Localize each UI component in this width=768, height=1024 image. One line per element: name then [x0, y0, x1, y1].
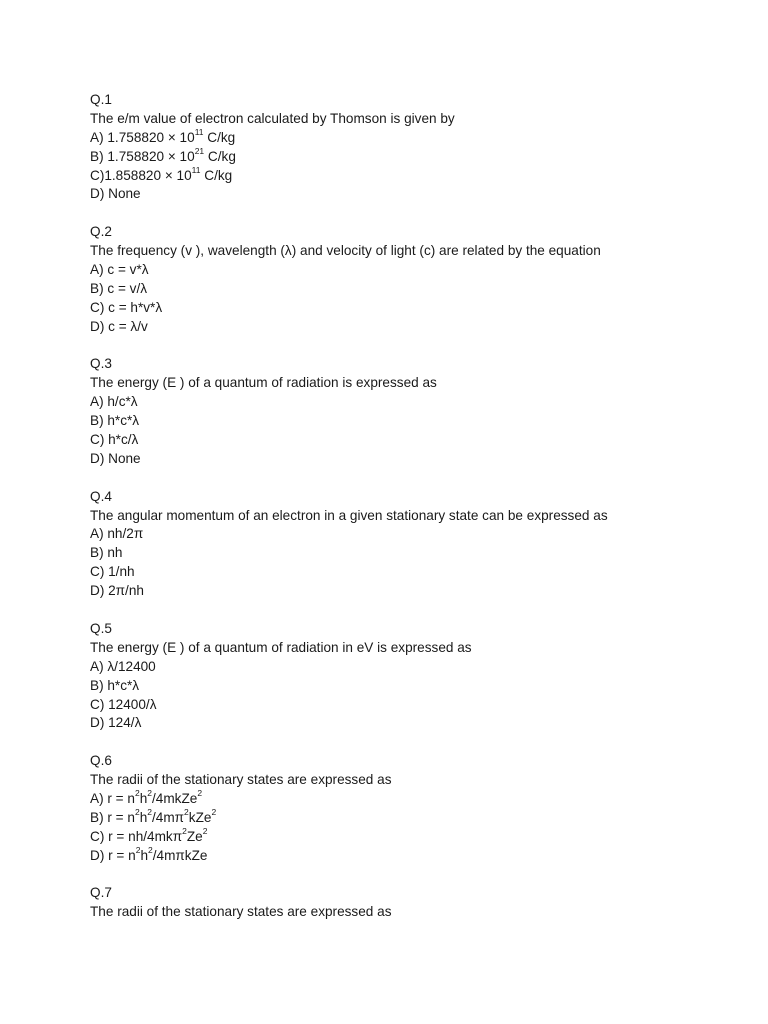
superscript: 2	[182, 826, 187, 837]
question-number: Q.4	[90, 488, 112, 504]
answer-option	[90, 148, 730, 167]
answer-option	[90, 790, 730, 809]
question-stem: The energy (E ) of a quantum of radiation in eV is expressed as	[90, 639, 472, 655]
superscript: 2	[134, 807, 140, 818]
question-block	[90, 488, 730, 601]
option-text: D) c = λ/v	[90, 318, 148, 334]
option-text: A) c = v*λ	[90, 262, 149, 278]
option-text: B) 1.758820 × 10	[90, 148, 195, 164]
superscript: 2	[147, 788, 152, 799]
option-text: Ze	[186, 828, 203, 844]
option-text: A) r = n	[90, 790, 135, 806]
question-block	[90, 752, 730, 865]
superscript: 2	[211, 807, 217, 818]
option-text: B) h*c*λ	[90, 413, 140, 429]
option-text: /4mπ	[151, 809, 185, 825]
option-text: A) 1.758820 × 10	[90, 129, 195, 145]
answer-option	[90, 412, 730, 431]
superscript: 21	[194, 146, 205, 157]
option-text: C/kg	[203, 129, 236, 145]
answer-option	[90, 525, 730, 544]
option-text: h	[139, 809, 148, 825]
answer-option	[90, 714, 730, 733]
answer-option	[90, 167, 730, 186]
answer-option	[90, 185, 730, 204]
option-text: C) 1/nh	[90, 564, 135, 580]
question-stem: The frequency (v ), wavelength (λ) and velocity of light (c) are related by the equation	[90, 243, 601, 259]
option-text: D) r = n	[90, 847, 136, 863]
question-stem: The radii of the stationary states are expressed as	[90, 904, 392, 920]
answer-option	[90, 847, 730, 866]
answer-option	[90, 677, 730, 696]
superscript: 11	[191, 165, 201, 176]
question-number: Q.6	[90, 753, 112, 769]
superscript: 2	[148, 845, 153, 856]
option-text: B) r = n	[90, 809, 135, 825]
question-number: Q.7	[90, 885, 112, 901]
superscript: 2	[147, 807, 152, 818]
option-text: C) c = h*v*λ	[90, 299, 163, 315]
option-text: B) c = v/λ	[90, 280, 148, 296]
question-number: Q.2	[90, 224, 112, 240]
question-list	[90, 91, 730, 922]
superscript: 11	[194, 127, 204, 138]
answer-option	[90, 582, 730, 601]
option-text: B) h*c*λ	[90, 677, 140, 693]
question-stem: The e/m value of electron calculated by Thomson is given by	[90, 110, 455, 126]
option-text: B) nh	[90, 545, 123, 561]
option-text: C) 12400/λ	[90, 696, 157, 712]
question-stem: The radii of the stationary states are expressed as	[90, 772, 392, 788]
answer-option	[90, 563, 730, 582]
answer-option	[90, 696, 730, 715]
answer-option	[90, 393, 730, 412]
question-block	[90, 884, 730, 922]
option-text: h	[140, 847, 148, 863]
question-block	[90, 223, 730, 336]
question-sheet	[90, 91, 730, 941]
option-text: A) h/c*λ	[90, 394, 138, 410]
answer-option	[90, 809, 730, 828]
question-block	[90, 620, 730, 733]
question-stem: The energy (E ) of a quantum of radiation is expressed as	[90, 375, 437, 391]
superscript: 2	[135, 845, 141, 856]
superscript: 2	[134, 788, 140, 799]
question-number: Q.1	[90, 92, 112, 107]
option-text: A) λ/12400	[90, 658, 156, 674]
answer-option	[90, 658, 730, 677]
superscript: 2	[202, 826, 208, 837]
answer-option	[90, 544, 730, 563]
option-text: C/kg	[204, 148, 236, 164]
answer-option	[90, 299, 730, 318]
option-text: C)1.858820 × 10	[90, 167, 192, 183]
option-text: /4mπkZe	[152, 847, 208, 863]
option-text: kZe	[188, 809, 212, 825]
question-stem: The angular momentum of an electron in a given stationary state can be expressed as	[90, 507, 608, 523]
answer-option	[90, 318, 730, 337]
option-text: C) h*c/λ	[90, 432, 139, 448]
option-text: C) r = nh/4mkπ	[90, 828, 183, 844]
option-text: D) 124/λ	[90, 715, 142, 731]
option-text: C/kg	[200, 167, 233, 183]
option-text: /4mkZe	[151, 790, 198, 806]
answer-option	[90, 280, 730, 299]
answer-option	[90, 450, 730, 469]
superscript: 2	[197, 788, 203, 799]
question-number: Q.5	[90, 620, 112, 636]
answer-option	[90, 828, 730, 847]
option-text: D) None	[90, 186, 141, 202]
option-text: A) nh/2π	[90, 526, 144, 542]
option-text: D) None	[90, 450, 141, 466]
answer-option	[90, 261, 730, 280]
option-text: h	[139, 790, 148, 806]
answer-option	[90, 129, 730, 148]
question-number: Q.3	[90, 356, 112, 372]
superscript: 2	[184, 807, 189, 818]
option-text: D) 2π/nh	[90, 583, 144, 599]
question-block	[90, 91, 730, 204]
answer-option	[90, 431, 730, 450]
question-block	[90, 355, 730, 468]
